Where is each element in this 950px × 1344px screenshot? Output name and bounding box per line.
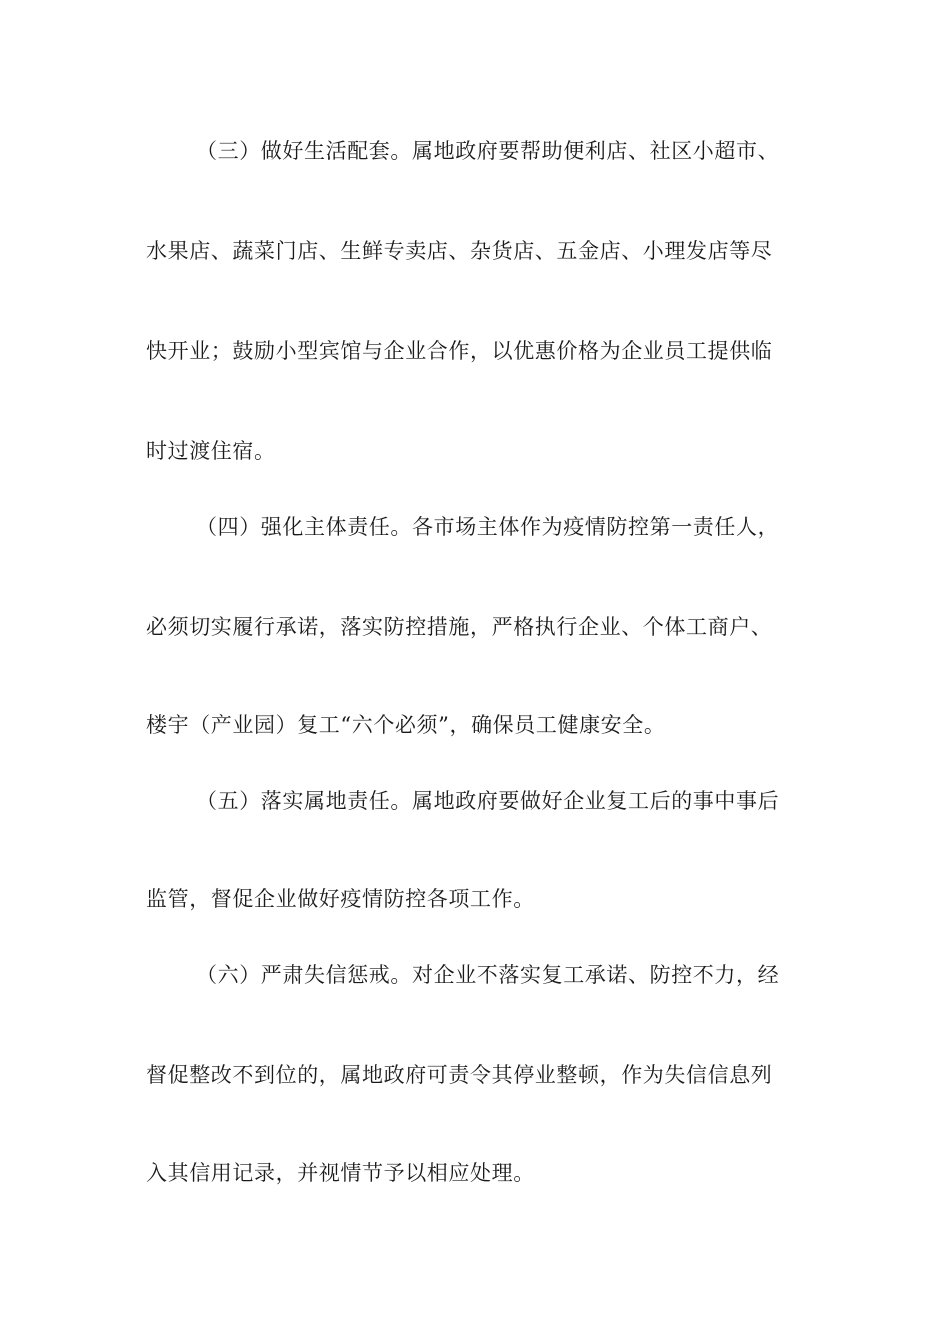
paragraph-3-line-4: 时过渡住宿。: [146, 439, 276, 463]
paragraph-6-line-1: （六）严肃失信惩戒。对企业不落实复工承诺、防控不力，经: [196, 963, 780, 987]
paragraph-3-line-1: （三）做好生活配套。属地政府要帮助便利店、社区小超市、: [196, 139, 780, 163]
paragraph-3-line-2: 水果店、蔬菜门店、生鲜专卖店、杂货店、五金店、小理发店等尽: [146, 239, 773, 263]
paragraph-5-line-2: 监管，督促企业做好疫情防控各项工作。: [146, 887, 535, 911]
paragraph-6-line-2: 督促整改不到位的，属地政府可责令其停业整顿，作为失信信息列: [146, 1063, 773, 1087]
paragraph-6-line-3: 入其信用记录，并视情节予以相应处理。: [146, 1161, 535, 1185]
paragraph-4-line-2: 必须切实履行承诺，落实防控措施，严格执行企业、个体工商户、: [146, 615, 773, 639]
paragraph-3-line-3: 快开业；鼓励小型宾馆与企业合作，以优惠价格为企业员工提供临: [146, 339, 773, 363]
paragraph-4-line-3: 楼宇（产业园）复工“六个必须”，确保员工健康安全。: [146, 713, 666, 737]
paragraph-5-line-1: （五）落实属地责任。属地政府要做好企业复工后的事中事后: [196, 789, 780, 813]
paragraph-4-line-1: （四）强化主体责任。各市场主体作为疫情防控第一责任人，: [196, 515, 780, 539]
